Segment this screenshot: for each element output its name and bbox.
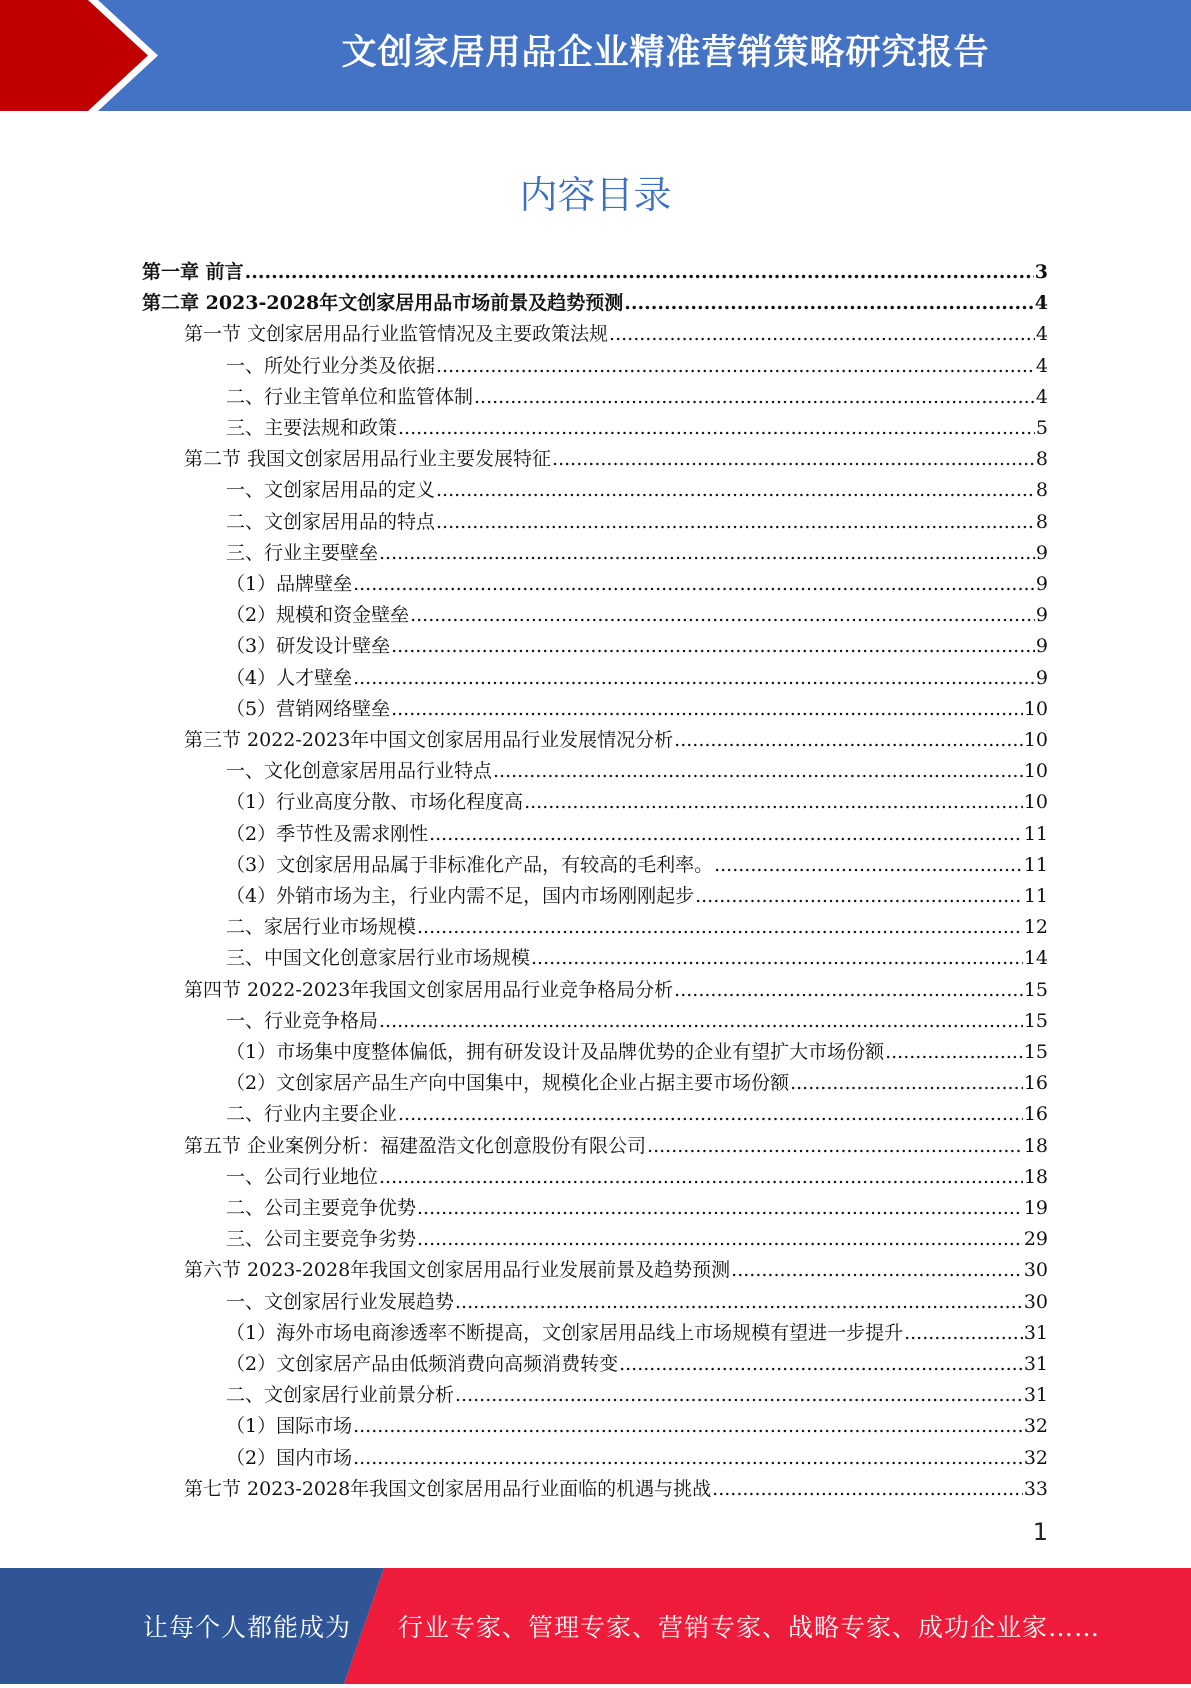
toc-entry[interactable] <box>226 1188 1048 1219</box>
footer-slogan-right: 行业专家、管理专家、营销专家、战略专家、成功企业家…… <box>398 1613 1101 1642</box>
toc-entry-label: （2）国内市场 <box>226 1446 353 1469</box>
toc-leader-dots <box>674 729 1023 751</box>
toc-entry[interactable] <box>226 1063 1048 1094</box>
toc-entry-page: 10 <box>1023 760 1048 783</box>
toc-entry-label: （2）文创家居产品生产向中国集中，规模化企业占据主要市场份额 <box>226 1072 790 1095</box>
toc-entry-page: 12 <box>1023 916 1048 939</box>
toc-entry-page: 9 <box>1035 666 1048 689</box>
toc-entry-page: 15 <box>1023 978 1048 1001</box>
toc-entry-page: 32 <box>1023 1415 1048 1438</box>
toc-entry[interactable] <box>226 658 1048 689</box>
toc-entry-page: 19 <box>1023 1197 1048 1219</box>
toc-entry[interactable] <box>226 814 1048 845</box>
toc-entry-page: 30 <box>1023 1290 1048 1313</box>
toc-entry-label: 一、行业竞争格局 <box>226 1009 379 1032</box>
toc-entry-page: 4 <box>1035 354 1048 377</box>
toc-entry-label: 二、文创家居用品的特点 <box>226 510 436 533</box>
toc-entry-label: 一、文创家居行业发展趋势 <box>226 1290 455 1313</box>
toc-entry-label: 三、中国文化创意家居行业市场规模 <box>226 947 531 970</box>
toc-entry-label: 二、文创家居行业前景分析 <box>226 1384 455 1407</box>
toc-entry-page: 10 <box>1023 791 1048 814</box>
toc-leader-dots <box>714 854 1023 876</box>
toc-entry-label: 第五节 企业案例分析：福建盈浩文化创意股份有限公司 <box>184 1134 647 1157</box>
toc-entry[interactable] <box>142 252 1048 283</box>
toc-entry-label: 一、文创家居用品的定义 <box>226 479 436 502</box>
toc-leader-dots <box>245 261 1034 283</box>
toc-entry[interactable] <box>226 1032 1048 1063</box>
toc-entry[interactable] <box>184 1126 1048 1157</box>
toc-entry-label: （3）研发设计壁垒 <box>226 635 391 658</box>
toc-entry-page: 31 <box>1023 1353 1048 1375</box>
toc-entry-label: （1）海外市场电商渗透率不断提高，文创家居用品线上市场规模有望进一步提升 <box>226 1321 904 1344</box>
toc-leader-dots <box>353 1447 1023 1469</box>
toc-entry-page: 30 <box>1023 1259 1048 1282</box>
toc-entry-page: 15 <box>1023 1041 1048 1063</box>
toc-leader-dots <box>417 916 1023 938</box>
toc-entry[interactable] <box>226 1157 1048 1188</box>
toc-leader-dots <box>731 1259 1023 1281</box>
toc-leader-dots <box>493 760 1023 782</box>
toc-entry[interactable] <box>226 595 1048 626</box>
toc-entry[interactable] <box>226 689 1048 720</box>
toc-entry-label: 第二节 我国文创家居用品行业主要发展特征 <box>184 448 552 471</box>
toc-entry[interactable] <box>226 626 1048 657</box>
toc-entry-label: 第七节 2023-2028年我国文创家居用品行业面临的机遇与挑战 <box>184 1477 712 1500</box>
toc-entry-page: 9 <box>1035 541 1048 564</box>
toc-leader-dots <box>474 386 1035 408</box>
toc-leader-dots <box>624 292 1034 314</box>
toc-entry[interactable] <box>226 346 1048 377</box>
toc-entry-page: 15 <box>1023 1009 1048 1032</box>
toc-entry-page: 14 <box>1023 947 1048 970</box>
toc-entry-page: 10 <box>1023 729 1048 751</box>
toc-leader-dots <box>379 1010 1023 1032</box>
toc-leader-dots <box>436 479 1035 501</box>
toc-entry[interactable] <box>226 377 1048 408</box>
toc-entry-label: 第一节 文创家居用品行业监管情况及主要政策法规 <box>184 323 609 346</box>
toc-entry[interactable] <box>226 907 1048 938</box>
toc-entry-page: 4 <box>1035 323 1048 346</box>
toc-entry-page: 9 <box>1035 604 1048 627</box>
toc-leader-dots <box>885 1041 1023 1063</box>
toc-entry-page: 8 <box>1035 479 1048 502</box>
toc-entry-label: 第三节 2022-2023年中国文创家居用品行业发展情况分析 <box>184 729 674 751</box>
toc-leader-dots <box>695 885 1023 907</box>
toc-leader-dots <box>353 573 1035 595</box>
toc-entry-page: 18 <box>1023 1134 1048 1157</box>
toc-entry-page: 29 <box>1023 1228 1048 1251</box>
toc-entry-label: 第六节 2023-2028年我国文创家居用品行业发展前景及趋势预测 <box>184 1259 731 1282</box>
toc-entry[interactable] <box>226 845 1048 876</box>
toc-entry[interactable] <box>226 470 1048 501</box>
toc-entry[interactable] <box>184 314 1048 345</box>
toc-entry-label: 一、公司行业地位 <box>226 1165 379 1188</box>
toc-entry-label: 二、行业主管单位和监管体制 <box>226 385 474 408</box>
toc-entry-page: 32 <box>1023 1446 1048 1469</box>
toc-leader-dots <box>410 604 1035 626</box>
toc-entry-page: 8 <box>1035 510 1048 533</box>
toc-entry-label: 一、所处行业分类及依据 <box>226 354 436 377</box>
red-chevron-icon <box>0 0 180 111</box>
toc-entry[interactable] <box>184 1250 1048 1281</box>
toc-entry-page: 4 <box>1035 385 1048 408</box>
toc-leader-dots <box>429 823 1023 845</box>
toc-leader-dots <box>524 791 1023 813</box>
toc-entry-page: 9 <box>1035 573 1048 595</box>
toc-entry-page: 10 <box>1023 697 1048 720</box>
toc-entry[interactable] <box>184 1469 1048 1500</box>
toc-entry[interactable] <box>184 970 1048 1001</box>
toc-leader-dots <box>379 1166 1023 1188</box>
toc-entry-label: 第四节 2022-2023年我国文创家居用品行业竞争格局分析 <box>184 978 674 1001</box>
toc-entry[interactable] <box>226 1094 1048 1125</box>
toc-entry-page: 3 <box>1034 261 1048 283</box>
toc-entry[interactable] <box>226 1219 1048 1250</box>
toc-leader-dots <box>436 355 1035 377</box>
toc-leader-dots <box>674 979 1023 1001</box>
footer-slogan-left: 让每个人都能成为 <box>143 1613 352 1642</box>
toc-entry[interactable] <box>226 938 1048 969</box>
toc-leader-dots <box>552 448 1035 470</box>
toc-leader-dots <box>790 1072 1023 1094</box>
toc-entry[interactable] <box>226 1375 1048 1406</box>
toc-entry-label: （1）市场集中度整体偏低，拥有研发设计及品牌优势的企业有望扩大市场份额 <box>226 1041 885 1063</box>
toc-entry-label: （2）季节性及需求刚性 <box>226 822 429 845</box>
toc-entry-label: （5）营销网络壁垒 <box>226 697 391 720</box>
toc-entry-page: 5 <box>1035 417 1048 439</box>
toc-entry-page: 11 <box>1023 853 1048 876</box>
toc-entry-page: 31 <box>1023 1384 1048 1407</box>
toc-leader-dots <box>398 1103 1023 1125</box>
toc-entry-label: 第一章 前言 <box>142 261 244 283</box>
toc-entry-label: （4）外销市场为主，行业内需不足，国内市场刚刚起步 <box>226 885 695 907</box>
toc-entry-label: （3）文创家居用品属于非标准化产品，有较高的毛利率。 <box>226 853 714 876</box>
toc-entry[interactable] <box>226 1313 1048 1344</box>
toc-entry[interactable] <box>226 751 1048 782</box>
toc-entry-label: （1）品牌壁垒 <box>226 573 353 595</box>
toc-entry-page: 11 <box>1023 885 1048 907</box>
toc-leader-dots <box>619 1353 1023 1375</box>
toc-leader-dots <box>904 1322 1023 1344</box>
toc-entry-label: （1）行业高度分散、市场化程度高 <box>226 791 524 814</box>
toc-leader-dots <box>391 698 1023 720</box>
toc-leader-dots <box>647 1135 1023 1157</box>
toc-leader-dots <box>398 417 1035 439</box>
toc-entry[interactable] <box>226 1406 1048 1437</box>
toc-entry[interactable] <box>226 1438 1048 1469</box>
toc-leader-dots <box>455 1384 1023 1406</box>
toc-entry[interactable] <box>226 408 1048 439</box>
toc-leader-dots <box>417 1228 1023 1250</box>
toc-entry-page: 33 <box>1023 1477 1048 1500</box>
toc-entry[interactable] <box>226 876 1048 907</box>
toc-entry-label: 一、文化创意家居用品行业特点 <box>226 760 493 783</box>
toc-leader-dots <box>455 1291 1023 1313</box>
toc-entry-label: 三、主要法规和政策 <box>226 417 398 439</box>
toc-entry[interactable] <box>226 533 1048 564</box>
toc-leader-dots <box>379 542 1035 564</box>
toc-leader-dots <box>391 635 1035 657</box>
toc-entry-label: （2）规模和资金壁垒 <box>226 604 410 627</box>
toc-entry[interactable] <box>226 502 1048 533</box>
report-header <box>0 0 1191 111</box>
toc-title: 内容目录 <box>519 173 672 217</box>
report-title: 文创家居用品企业精准营销策略研究报告 <box>341 33 990 73</box>
toc-entry[interactable] <box>226 1344 1048 1375</box>
toc-entry[interactable] <box>184 720 1048 751</box>
toc-entry-label: 三、公司主要竞争劣势 <box>226 1228 417 1251</box>
toc-entry-page: 4 <box>1034 292 1048 315</box>
toc-entry[interactable] <box>142 283 1048 314</box>
toc-entry-label: （4）人才壁垒 <box>226 666 353 689</box>
toc-entry-label: 二、家居行业市场规模 <box>226 916 417 939</box>
toc-entry-label: 二、公司主要竞争优势 <box>226 1197 417 1219</box>
toc-entry-page: 8 <box>1035 448 1048 471</box>
toc-entry-label: （1）国际市场 <box>226 1415 353 1438</box>
toc-entry[interactable] <box>184 439 1048 470</box>
toc-entry-page: 16 <box>1023 1072 1048 1095</box>
toc-entry-label: （2）文创家居产品由低频消费向高频消费转变 <box>226 1353 619 1375</box>
toc-leader-dots <box>436 511 1035 533</box>
toc-entry-page: 9 <box>1035 635 1048 658</box>
toc-leader-dots <box>531 947 1023 969</box>
toc-entry[interactable] <box>226 1001 1048 1032</box>
report-footer <box>0 1568 1191 1684</box>
toc-entry-page: 16 <box>1023 1103 1048 1126</box>
toc-entry-label: 三、行业主要壁垒 <box>226 541 379 564</box>
toc-entry-label: 二、行业内主要企业 <box>226 1103 398 1126</box>
toc-entry[interactable] <box>226 782 1048 813</box>
toc-entry-page: 18 <box>1023 1165 1048 1188</box>
toc-leader-dots <box>609 323 1035 345</box>
toc-entry-page: 11 <box>1023 822 1048 845</box>
page-number: 1 <box>1032 1518 1048 1546</box>
toc-entry-label: 第二章 2023-2028年文创家居用品市场前景及趋势预测 <box>142 292 624 315</box>
toc-leader-dots <box>353 1415 1023 1437</box>
toc-leader-dots <box>417 1197 1023 1219</box>
toc-leader-dots <box>353 667 1035 689</box>
toc-entry[interactable] <box>226 564 1048 595</box>
toc-entry-page: 31 <box>1023 1321 1048 1344</box>
toc-entry[interactable] <box>226 1282 1048 1313</box>
toc-leader-dots <box>712 1478 1023 1500</box>
